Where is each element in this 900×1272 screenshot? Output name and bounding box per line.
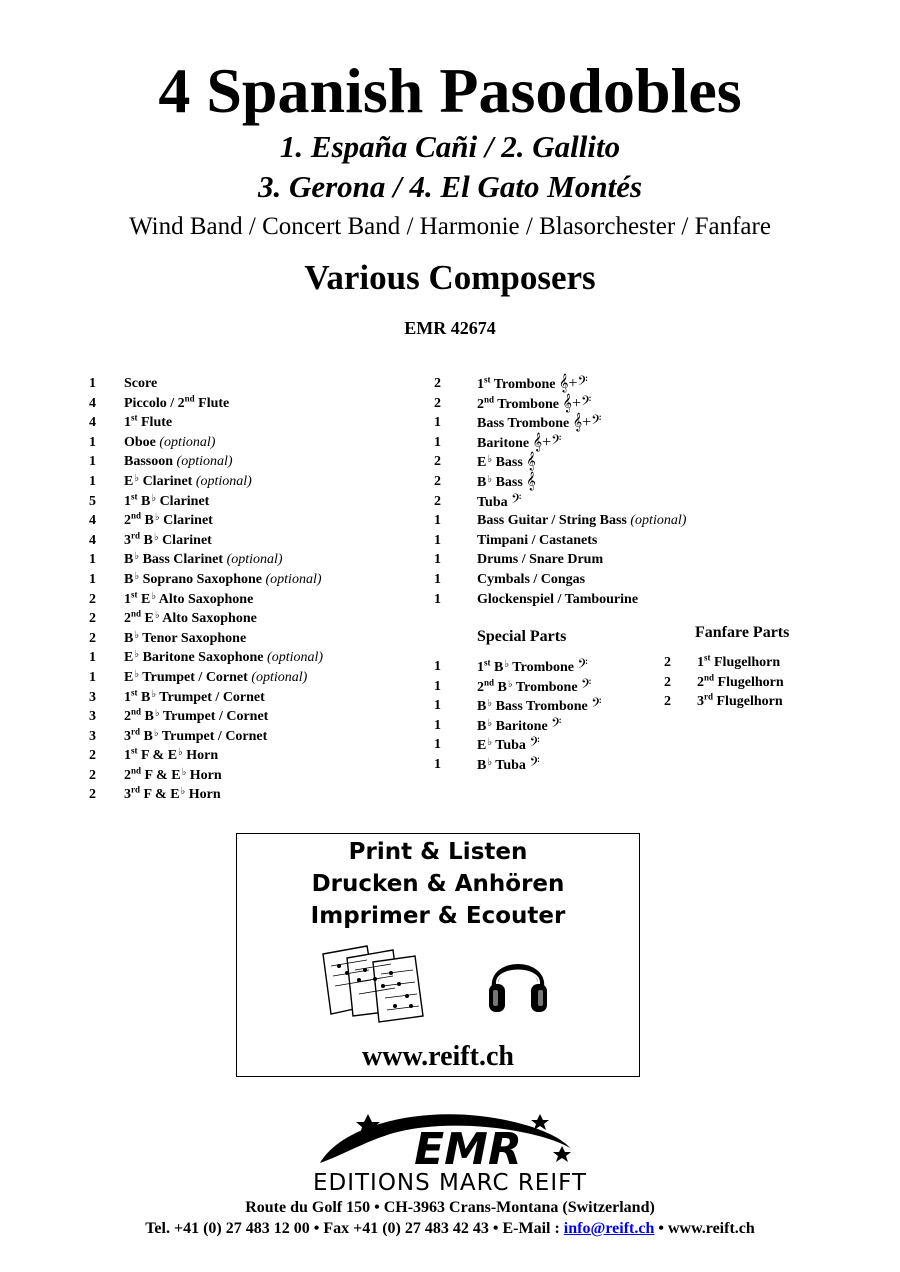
part-quantity: 1	[434, 552, 441, 568]
part-row	[89, 609, 419, 629]
part-quantity: 4	[89, 532, 96, 548]
part-name: Baritone 𝄞+𝄢	[477, 433, 562, 451]
part-row	[89, 472, 419, 492]
part-name: E♭ Tuba 𝄢	[477, 736, 540, 754]
part-row	[89, 413, 419, 433]
part-name: 3rd B♭ Trumpet / Cornet	[124, 726, 268, 744]
part-quantity: 2	[434, 473, 441, 489]
part-quantity: 1	[89, 669, 96, 685]
subtitle-line-1: 1. España Cañi / 2. Gallito	[279, 129, 621, 164]
part-row	[434, 394, 734, 414]
part-row	[89, 590, 419, 610]
part-name: Bass Guitar / String Bass (optional)	[477, 513, 687, 529]
part-row	[89, 452, 419, 472]
part-name: E♭ Bass 𝄞	[477, 453, 536, 471]
parts-list-left	[89, 374, 419, 805]
part-name: 1st Flute	[124, 412, 173, 431]
part-name: 2nd Flugelhorn	[697, 671, 784, 690]
part-row	[89, 785, 419, 805]
part-row	[434, 511, 734, 531]
part-name: Bass Trombone 𝄞+𝄢	[477, 414, 602, 432]
part-row	[89, 394, 419, 414]
part-quantity: 1	[89, 473, 96, 489]
part-row	[89, 629, 419, 649]
part-row	[434, 472, 734, 492]
part-quantity: 4	[89, 415, 96, 431]
part-quantity: 1	[434, 717, 441, 733]
part-name: 2nd B♭ Clarinet	[124, 510, 213, 529]
print-listen-line-en: Print & Listen	[348, 839, 528, 865]
part-name: 3rd F & E♭ Horn	[124, 784, 221, 803]
part-name: B♭ Tenor Saxophone	[124, 629, 247, 646]
part-name: B♭ Bass Trombone 𝄢	[477, 697, 602, 715]
part-name: B♭ Baritone 𝄢	[477, 716, 562, 734]
part-row	[434, 492, 734, 512]
part-row	[434, 570, 734, 590]
part-quantity: 5	[89, 493, 96, 509]
special-parts-list	[434, 657, 654, 775]
part-row	[664, 653, 824, 673]
part-quantity: 1	[89, 434, 96, 450]
part-name: E♭ Baritone Saxophone (optional)	[124, 649, 324, 666]
part-quantity: 1	[89, 571, 96, 587]
part-quantity: 2	[89, 611, 96, 627]
part-name: 2nd F & E♭ Horn	[124, 765, 222, 783]
part-row	[434, 433, 734, 453]
print-listen-line-fr: Imprimer & Ecouter	[310, 903, 566, 929]
website-link[interactable]: www.reift.ch	[362, 1041, 514, 1072]
part-row	[89, 570, 419, 590]
part-quantity: 3	[89, 709, 96, 725]
part-row	[89, 707, 419, 727]
part-row	[434, 531, 734, 551]
part-name: 2nd B♭ Trombone 𝄢	[477, 676, 592, 695]
part-quantity: 1	[434, 571, 441, 587]
part-quantity: 2	[664, 694, 671, 710]
phone-fax: Tel. +41 (0) 27 483 12 00 • Fax +41 (0) 27 483 42 43 • E-Mail :	[145, 1220, 564, 1237]
part-quantity: 1	[434, 659, 441, 674]
part-quantity: 2	[89, 748, 96, 764]
part-name: 3rd Flugelhorn	[697, 691, 783, 710]
part-quantity: 1	[89, 552, 96, 568]
part-name: B♭ Bass Clarinet (optional)	[124, 551, 283, 568]
part-name: 2nd E♭ Alto Saxophone	[124, 608, 257, 627]
headphones-icon	[485, 946, 551, 1016]
part-name: Score	[124, 376, 158, 391]
part-name: 1st E♭ Alto Saxophone	[124, 588, 254, 607]
part-quantity: 2	[434, 454, 441, 470]
part-row	[434, 755, 654, 775]
part-quantity: 1	[434, 737, 441, 753]
part-row	[664, 692, 824, 712]
part-name: 1st Trombone 𝄞+𝄢	[477, 374, 588, 392]
part-row	[434, 735, 654, 755]
publisher-name: EDITIONS MARC REIFT	[312, 1170, 588, 1196]
part-name: Cymbals / Congas	[477, 571, 586, 587]
page-title: 4 Spanish Pasodobles	[158, 55, 742, 126]
publisher-address: Route du Golf 150 • CH-3963 Crans-Montana (Switzerland)	[245, 1199, 655, 1216]
part-name: E♭ Trumpet / Cornet (optional)	[124, 668, 308, 685]
part-name: E♭ Clarinet (optional)	[124, 472, 252, 489]
part-quantity: 2	[89, 630, 96, 646]
part-quantity: 2	[434, 395, 441, 411]
composer: Various Composers	[304, 258, 596, 297]
part-row	[89, 531, 419, 551]
subtitle-line-2: 3. Gerona / 4. El Gato Montés	[257, 169, 643, 204]
part-row	[434, 550, 734, 570]
part-name: Tuba 𝄢	[477, 492, 522, 510]
part-name: Bassoon (optional)	[124, 454, 233, 470]
part-name: B♭ Soprano Saxophone (optional)	[124, 570, 322, 587]
part-name: B♭ Bass 𝄞	[477, 472, 536, 490]
part-quantity: 1	[434, 434, 441, 450]
part-quantity: 2	[434, 376, 441, 391]
part-quantity: 1	[89, 376, 96, 391]
print-listen-line-de: Drucken & Anhören	[311, 871, 565, 897]
part-row	[89, 492, 419, 512]
part-name: 1st B♭ Trombone 𝄢	[477, 657, 588, 675]
part-name: 2nd Trombone 𝄞+𝄢	[477, 393, 592, 412]
part-name: 1st B♭ Clarinet	[124, 490, 210, 509]
part-row	[434, 374, 734, 394]
print-listen-box	[236, 833, 640, 1077]
catalog-number: EMR 42674	[404, 318, 496, 338]
part-row	[89, 668, 419, 688]
part-quantity: 3	[89, 728, 96, 744]
sheet-music-icon	[317, 942, 429, 1024]
special-parts-heading: Special Parts	[477, 628, 567, 645]
part-name: Piccolo / 2nd Flute	[124, 392, 230, 411]
fanfare-parts-list	[664, 653, 824, 712]
part-quantity: 2	[664, 655, 671, 670]
part-row	[89, 766, 419, 786]
part-quantity: 2	[89, 767, 96, 783]
part-quantity: 1	[434, 678, 441, 694]
part-name: 1st F & E♭ Horn	[124, 745, 219, 764]
part-row	[434, 657, 654, 677]
part-row	[89, 727, 419, 747]
part-name: 3rd B♭ Clarinet	[124, 530, 212, 548]
part-row	[89, 550, 419, 570]
part-name: Glockenspiel / Tambourine	[477, 591, 639, 607]
email-link[interactable]: info@reift.ch	[563, 1220, 655, 1237]
part-name: B♭ Tuba 𝄢	[477, 755, 540, 773]
part-row	[434, 590, 734, 610]
part-name: 1st B♭ Trumpet / Cornet	[124, 686, 265, 705]
parts-list-right	[434, 374, 734, 609]
website-text: • www.reift.ch	[654, 1220, 755, 1237]
part-quantity: 2	[89, 591, 96, 607]
part-row	[434, 677, 654, 697]
part-quantity: 2	[664, 674, 671, 690]
part-row	[89, 511, 419, 531]
part-quantity: 4	[89, 395, 96, 411]
logo-text: EMR	[414, 1124, 522, 1175]
part-row	[89, 433, 419, 453]
part-quantity: 1	[434, 415, 441, 431]
part-row	[89, 374, 419, 394]
part-row	[89, 648, 419, 668]
publisher-contact	[0, 1219, 900, 1239]
part-quantity: 1	[89, 454, 96, 470]
part-name: Timpani / Castanets	[477, 532, 598, 548]
part-name: Oboe (optional)	[124, 434, 216, 450]
part-quantity: 1	[89, 650, 96, 666]
part-row	[89, 688, 419, 708]
part-row	[434, 452, 734, 472]
fanfare-parts-heading: Fanfare Parts	[695, 624, 790, 641]
part-name: 2nd B♭ Trumpet / Cornet	[124, 706, 269, 725]
part-row	[89, 746, 419, 766]
part-name: 1st Flugelhorn	[697, 652, 781, 670]
part-quantity: 3	[89, 689, 96, 705]
part-quantity: 4	[89, 513, 96, 529]
part-quantity: 1	[434, 532, 441, 548]
part-row	[434, 413, 734, 433]
part-row	[434, 696, 654, 716]
ensemble-types: Wind Band / Concert Band / Harmonie / Blasorchester / Fanfare	[129, 213, 771, 240]
part-quantity: 1	[434, 513, 441, 529]
part-name: Drums / Snare Drum	[477, 552, 604, 568]
part-quantity: 1	[434, 698, 441, 714]
part-quantity: 2	[89, 787, 96, 803]
part-quantity: 1	[434, 591, 441, 607]
part-row	[434, 716, 654, 736]
part-quantity: 2	[434, 493, 441, 509]
part-quantity: 1	[434, 756, 441, 772]
part-row	[664, 673, 824, 693]
